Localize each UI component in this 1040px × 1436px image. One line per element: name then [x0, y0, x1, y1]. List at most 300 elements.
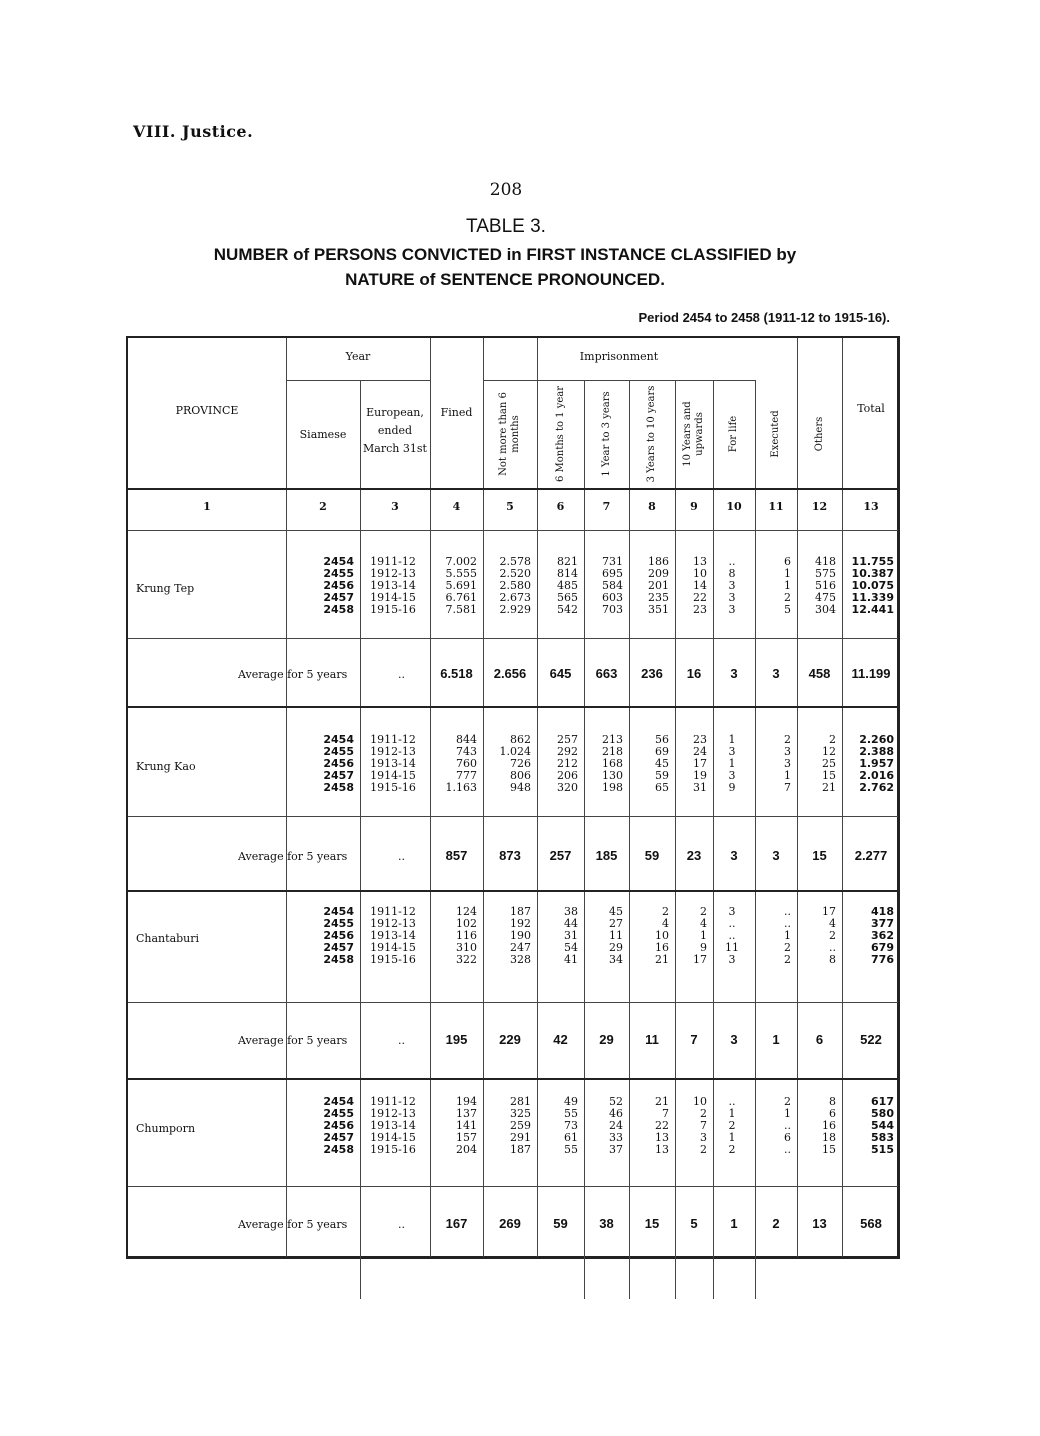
column-number: 1	[203, 500, 211, 513]
header-subdivider	[483, 380, 755, 381]
row-separator	[128, 706, 898, 708]
data-column-european	[362, 556, 424, 616]
average-value: 663	[595, 666, 618, 681]
data-cell: 777	[456, 769, 477, 782]
data-column-executed	[757, 906, 791, 966]
data-cell: ..	[829, 941, 836, 954]
data-cell: 1915-16	[370, 603, 416, 616]
average-value: 6.518	[440, 666, 473, 681]
data-cell: 542	[557, 603, 578, 616]
period-note: Period 2454 to 2458 (1911-12 to 1915-16).	[638, 310, 890, 325]
data-cell: 2	[784, 733, 791, 746]
data-cell: 10	[693, 1095, 707, 1108]
column-divider	[584, 380, 585, 1299]
data-cell: 21	[655, 953, 669, 966]
data-cell: 1	[700, 929, 707, 942]
data-cell: 3	[728, 905, 736, 918]
data-column-imp3	[586, 1096, 623, 1156]
data-cell: 2455	[323, 917, 354, 930]
column-divider	[483, 338, 484, 1257]
data-cell: 485	[557, 579, 578, 592]
data-cell: 1	[728, 733, 736, 746]
data-cell: 8	[728, 567, 736, 580]
data-cell: 695	[602, 567, 623, 580]
data-cell: 281	[510, 1095, 531, 1108]
data-cell: 1915-16	[370, 1143, 416, 1156]
data-cell: 65	[655, 781, 669, 794]
average-value: 5	[690, 1216, 698, 1231]
data-cell: 2	[829, 929, 836, 942]
data-cell: 12	[822, 745, 836, 758]
data-cell: ..	[728, 929, 736, 942]
data-cell: 209	[648, 567, 669, 580]
data-cell: 5.691	[445, 579, 477, 592]
row-separator	[128, 1078, 898, 1080]
data-cell: 4	[829, 917, 836, 930]
data-cell: 1.163	[445, 781, 477, 794]
data-cell: 4	[700, 917, 707, 930]
data-cell: 2454	[323, 905, 354, 918]
data-cell: 583	[871, 1131, 894, 1144]
data-cell: 201	[648, 579, 669, 592]
data-cell: 1912-13	[370, 917, 416, 930]
data-cell: 1	[784, 1107, 791, 1120]
data-column-fined	[432, 556, 477, 616]
data-cell: 2456	[323, 757, 354, 770]
data-cell: 1911-12	[370, 1095, 416, 1108]
data-cell: 1	[728, 1107, 736, 1120]
data-cell: 11.755	[851, 555, 894, 568]
data-cell: 2454	[323, 733, 354, 746]
data-cell: 22	[693, 591, 707, 604]
average-value: 11	[645, 1032, 659, 1047]
average-value: 38	[599, 1216, 614, 1231]
average-value: 645	[549, 666, 572, 681]
table-title: TABLE 3.	[466, 216, 546, 237]
data-column-imp1	[485, 906, 531, 966]
header-not-more-than-6-months: Not more than 6 months	[498, 392, 521, 476]
data-cell: 54	[564, 941, 578, 954]
data-column-imp5	[677, 556, 707, 616]
average-dots: ..	[398, 1034, 405, 1047]
data-column-total	[844, 556, 894, 616]
column-number: 10	[726, 500, 742, 513]
data-cell: 59	[655, 769, 669, 782]
data-cell: 2456	[323, 929, 354, 942]
data-column-imp2	[539, 556, 578, 616]
data-column-european	[362, 1096, 424, 1156]
average-value: 15	[812, 848, 827, 863]
data-cell: 584	[602, 579, 623, 592]
data-cell: 1	[784, 769, 791, 782]
column-divider	[675, 380, 676, 1299]
data-cell: 130	[602, 769, 623, 782]
data-cell: 821	[557, 555, 578, 568]
data-cell: 5	[784, 603, 791, 616]
data-cell: 2456	[323, 579, 354, 592]
data-column-executed	[757, 556, 791, 616]
data-cell: 3	[784, 757, 791, 770]
data-column-imp1	[485, 734, 531, 794]
data-cell: 17	[822, 905, 836, 918]
data-cell: 2	[700, 1143, 707, 1156]
data-cell: 7.002	[445, 555, 477, 568]
data-cell: 1912-13	[370, 1107, 416, 1120]
colno-bottom-rule	[128, 530, 898, 531]
data-cell: 1	[784, 929, 791, 942]
province-name: Chantaburi	[136, 932, 200, 945]
data-cell: 1912-13	[370, 567, 416, 580]
data-column-total	[844, 1096, 894, 1156]
data-column-imp5	[677, 906, 707, 966]
data-cell: 703	[602, 603, 623, 616]
data-cell: 49	[564, 1095, 578, 1108]
data-cell: 18	[822, 1131, 836, 1144]
data-cell: 25	[822, 757, 836, 770]
data-cell: ..	[784, 905, 791, 918]
average-value: 23	[686, 848, 702, 863]
data-column-fined	[432, 906, 477, 966]
data-cell: 235	[648, 591, 669, 604]
data-cell: 731	[602, 555, 623, 568]
data-cell: 23	[693, 733, 707, 746]
data-cell: 2.578	[499, 555, 531, 568]
data-cell: 679	[871, 941, 894, 954]
header-bottom-rule	[128, 488, 898, 490]
data-cell: 15	[822, 1143, 836, 1156]
data-cell: 418	[871, 905, 894, 918]
data-cell: 844	[456, 733, 477, 746]
page-number: 208	[489, 180, 523, 200]
heading-line-2: NATURE of SENTENCE PRONOUNCED.	[345, 270, 665, 289]
average-value: 3	[730, 666, 738, 681]
average-value: 568	[860, 1216, 882, 1231]
data-cell: 2456	[323, 1119, 354, 1132]
column-divider	[430, 338, 431, 1257]
data-cell: 2	[728, 1143, 736, 1156]
data-cell: 1914-15	[370, 941, 416, 954]
data-cell: 310	[456, 941, 477, 954]
data-cell: 204	[456, 1143, 477, 1156]
data-cell: 1914-15	[370, 769, 416, 782]
data-column-siamese	[288, 734, 354, 794]
header-fined: Fined	[440, 406, 473, 419]
data-cell: 10	[655, 929, 669, 942]
province-name: Chumporn	[136, 1122, 196, 1135]
data-cell: 3	[728, 591, 736, 604]
data-cell: 2	[728, 1119, 736, 1132]
data-cell: 2458	[323, 603, 354, 616]
average-value: 3	[730, 1032, 738, 1047]
data-cell: 45	[655, 757, 669, 770]
data-cell: ..	[728, 555, 736, 568]
column-divider	[537, 338, 538, 1257]
data-cell: 292	[557, 745, 578, 758]
data-column-siamese	[288, 906, 354, 966]
data-cell: 2	[784, 941, 791, 954]
data-cell: 73	[564, 1119, 578, 1132]
data-cell: 22	[655, 1119, 669, 1132]
average-value: 229	[499, 1032, 521, 1047]
data-cell: 814	[557, 567, 578, 580]
data-column-life	[715, 1096, 749, 1156]
data-cell: 137	[456, 1107, 477, 1120]
table-heading	[160, 242, 850, 292]
data-cell: 2	[784, 953, 791, 966]
data-cell: 328	[510, 953, 531, 966]
data-cell: 45	[609, 905, 623, 918]
average-value: 236	[641, 666, 663, 681]
data-column-imp1	[485, 1096, 531, 1156]
data-cell: 46	[609, 1107, 623, 1120]
data-cell: 186	[648, 555, 669, 568]
data-cell: 1912-13	[370, 745, 416, 758]
province-name: Krung Tep	[136, 582, 195, 595]
average-value: 42	[553, 1032, 568, 1047]
data-cell: 198	[602, 781, 623, 794]
row-separator	[128, 890, 898, 892]
data-cell: 9	[728, 781, 736, 794]
data-cell: 3	[728, 745, 736, 758]
average-value: 857	[445, 848, 468, 863]
data-cell: 2455	[323, 1107, 354, 1120]
data-cell: 7.581	[445, 603, 477, 616]
data-cell: 2454	[323, 1095, 354, 1108]
data-cell: ..	[784, 1119, 791, 1132]
data-cell: 2.762	[859, 781, 894, 794]
data-cell: 743	[456, 745, 477, 758]
column-number: 8	[648, 500, 656, 513]
heading-line-1: NUMBER of PERSONS CONVICTED in FIRST INSTANCE CLASSIFIED by	[213, 245, 797, 264]
data-cell: 760	[456, 757, 477, 770]
data-cell: 31	[564, 929, 578, 942]
data-cell: 7	[700, 1119, 707, 1132]
data-cell: 31	[693, 781, 707, 794]
data-cell: 2457	[323, 769, 354, 782]
header-others: Others	[813, 416, 825, 452]
data-column-life	[715, 906, 749, 966]
section-title: VIII. Justice.	[133, 122, 254, 141]
column-divider	[629, 380, 630, 1299]
data-cell: 1.957	[859, 757, 894, 770]
data-cell: 580	[871, 1107, 894, 1120]
data-cell: 213	[602, 733, 623, 746]
data-cell: 1913-14	[370, 1119, 416, 1132]
column-divider	[842, 338, 843, 1257]
average-label: Average for 5 years	[238, 1218, 348, 1231]
data-cell: 2.580	[499, 579, 531, 592]
header-year: Year	[345, 350, 371, 363]
data-cell: 948	[510, 781, 531, 794]
data-column-european	[362, 906, 424, 966]
data-cell: 21	[822, 781, 836, 794]
data-cell: 1911-12	[370, 733, 416, 746]
data-cell: 10.075	[851, 579, 894, 592]
data-cell: 1913-14	[370, 579, 416, 592]
province-name: Krung Kao	[136, 760, 196, 773]
data-cell: 168	[602, 757, 623, 770]
data-cell: 11	[725, 941, 739, 954]
data-cell: 2	[700, 1107, 707, 1120]
data-cell: 124	[456, 905, 477, 918]
data-column-life	[715, 556, 749, 616]
data-cell: 2457	[323, 591, 354, 604]
data-cell: 2457	[323, 1131, 354, 1144]
data-cell: 1	[728, 1131, 736, 1144]
data-cell: 1	[784, 579, 791, 592]
data-cell: 2455	[323, 745, 354, 758]
data-cell: 320	[557, 781, 578, 794]
average-value: 522	[860, 1032, 882, 1047]
header-for-life: For life	[728, 415, 739, 453]
average-value: 15	[644, 1216, 660, 1231]
data-cell: 1915-16	[370, 781, 416, 794]
data-cell: 44	[564, 917, 578, 930]
data-column-imp2	[539, 1096, 578, 1156]
data-cell: 16	[822, 1119, 836, 1132]
average-label: Average for 5 years	[238, 1034, 348, 1047]
data-cell: 13	[655, 1143, 669, 1156]
data-cell: 13	[693, 555, 707, 568]
data-cell: 9	[700, 941, 707, 954]
data-cell: 187	[510, 905, 531, 918]
average-value: 6	[815, 1032, 824, 1047]
data-cell: 7	[662, 1107, 669, 1120]
average-value: 1	[772, 1032, 780, 1047]
data-cell: 544	[871, 1119, 894, 1132]
data-cell: 304	[815, 603, 836, 616]
data-cell: 11.339	[851, 591, 894, 604]
average-value: 2.277	[854, 848, 888, 863]
data-cell: ..	[784, 917, 791, 930]
data-cell: 2455	[323, 567, 354, 580]
average-value: 3	[772, 666, 780, 681]
data-cell: 16	[655, 941, 669, 954]
data-cell: 2458	[323, 1143, 354, 1156]
data-cell: 19	[693, 769, 707, 782]
data-cell: 418	[815, 555, 836, 568]
data-cell: 603	[602, 591, 623, 604]
data-cell: 17	[693, 757, 707, 770]
data-cell: 29	[609, 941, 623, 954]
data-cell: 61	[564, 1131, 578, 1144]
column-number: 12	[811, 500, 828, 513]
data-cell: 2458	[323, 781, 354, 794]
column-number: 2	[319, 500, 327, 513]
data-column-imp3	[586, 906, 623, 966]
data-cell: 24	[609, 1119, 623, 1132]
data-column-imp4	[631, 556, 669, 616]
data-cell: 2454	[323, 555, 354, 568]
data-cell: 7	[784, 781, 791, 794]
data-cell: 257	[557, 733, 578, 746]
data-column-fined	[432, 734, 477, 794]
data-cell: 575	[815, 567, 836, 580]
average-value: 2.656	[493, 666, 527, 681]
average-value: 3	[730, 848, 738, 863]
data-cell: 10	[693, 567, 707, 580]
header-imprisonment: Imprisonment	[579, 350, 659, 363]
data-cell: 1915-16	[370, 953, 416, 966]
data-cell: 55	[564, 1143, 578, 1156]
data-cell: 8	[829, 1095, 836, 1108]
header-1-year-to-3-years: 1 Year to 3 years	[600, 391, 612, 477]
data-cell: 362	[871, 929, 894, 942]
data-cell: 13	[655, 1131, 669, 1144]
column-divider	[755, 380, 756, 1299]
data-column-imp2	[539, 734, 578, 794]
data-cell: 17	[693, 953, 707, 966]
data-column-european	[362, 734, 424, 794]
data-cell: 3	[784, 745, 791, 758]
data-cell: 10.387	[851, 567, 894, 580]
data-cell: 2.673	[499, 591, 531, 604]
data-cell: 247	[510, 941, 531, 954]
data-cell: 24	[693, 745, 707, 758]
data-cell: 11	[609, 929, 623, 942]
data-cell: 192	[510, 917, 531, 930]
data-column-others	[799, 734, 836, 794]
data-cell: 325	[510, 1107, 531, 1120]
data-cell: 1913-14	[370, 929, 416, 942]
header-total: Total	[857, 402, 885, 415]
average-value: 269	[499, 1216, 521, 1231]
header-subdivider	[286, 380, 430, 381]
data-column-imp4	[631, 906, 669, 966]
data-cell: 8	[829, 953, 836, 966]
average-value: 7	[690, 1032, 698, 1047]
data-column-life	[715, 734, 749, 794]
data-cell: 377	[871, 917, 894, 930]
data-cell: 1914-15	[370, 591, 416, 604]
data-column-total	[844, 906, 894, 966]
data-cell: 2	[662, 905, 669, 918]
data-column-imp1	[485, 556, 531, 616]
data-cell: 102	[456, 917, 477, 930]
row-separator	[128, 1002, 898, 1003]
row-separator	[128, 816, 898, 817]
header-province: PROVINCE	[175, 404, 239, 417]
data-cell: 515	[871, 1143, 894, 1156]
average-dots: ..	[398, 668, 405, 681]
data-cell: 322	[456, 953, 477, 966]
data-cell: 862	[510, 733, 531, 746]
data-cell: 116	[456, 929, 477, 942]
data-cell: 194	[456, 1095, 477, 1108]
data-cell: 6.761	[445, 591, 477, 604]
average-value: 167	[445, 1216, 468, 1231]
data-cell: 157	[456, 1131, 477, 1144]
data-column-siamese	[288, 1096, 354, 1156]
data-cell: 806	[510, 769, 531, 782]
column-divider	[360, 380, 361, 1299]
column-number: 13	[863, 500, 879, 513]
data-column-imp3	[586, 556, 623, 616]
average-value: 185	[595, 848, 618, 863]
data-cell: 69	[655, 745, 669, 758]
data-column-imp3	[586, 734, 623, 794]
data-cell: 190	[510, 929, 531, 942]
average-value: 59	[553, 1216, 568, 1231]
data-cell: 2.016	[859, 769, 894, 782]
column-number: 11	[768, 500, 784, 513]
data-cell: 2458	[323, 953, 354, 966]
data-cell: 2.260	[859, 733, 894, 746]
header-european: European,	[366, 406, 424, 419]
data-cell: 38	[564, 905, 578, 918]
data-cell: 27	[609, 917, 623, 930]
data-cell: 565	[557, 591, 578, 604]
